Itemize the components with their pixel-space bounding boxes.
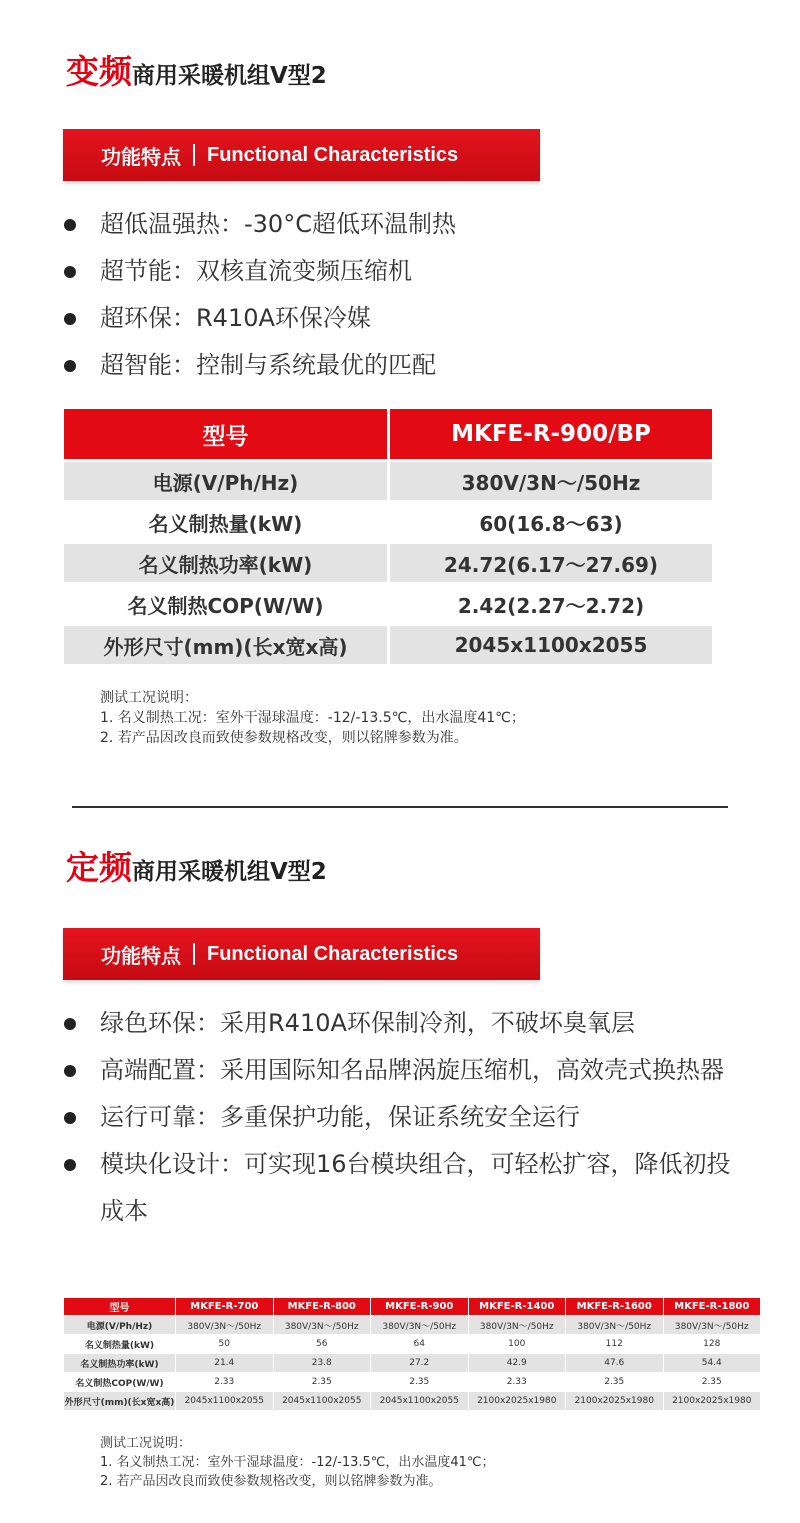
section2-banner-en: Functional Characteristics xyxy=(207,942,459,965)
table-header-cell: MKFE-R-900 xyxy=(371,1298,469,1316)
feature-item: 超环保：R410A环保冷媒 xyxy=(64,295,754,342)
note-line: 1. 名义制热工况：室外干湿球温度：-12/-13.5℃，出水温度41℃； xyxy=(100,1455,495,1470)
table-row xyxy=(64,1316,761,1335)
table-cell: 2.33 xyxy=(469,1373,567,1392)
section1-banner xyxy=(63,129,540,181)
table-cell: 外形尺寸(mm)(长x宽x高) xyxy=(64,626,390,667)
table-cell: 2045x1100x2055 xyxy=(176,1392,274,1411)
table-row xyxy=(64,1335,761,1354)
bullet-icon xyxy=(64,1159,76,1171)
section1-title-accent: 变频 xyxy=(66,52,132,91)
section1-banner-en: Functional Characteristics xyxy=(207,143,459,166)
table-header-cell: 型号 xyxy=(64,409,390,462)
bullet-icon xyxy=(64,1018,76,1030)
table-row xyxy=(64,585,712,626)
table-cell: 名义制热COP(W/W) xyxy=(64,585,390,626)
section2-title-rest: 商用采暖机组V型2 xyxy=(132,859,327,885)
feature-item: 绿色环保：采用R410A环保制冷剂，不破坏臭氧层 xyxy=(64,1000,754,1047)
table-cell: 42.9 xyxy=(469,1354,567,1373)
table-cell: 112 xyxy=(566,1335,664,1354)
feature-item: 模块化设计：可实现16台模块组合，可轻松扩容，降低初投成本 xyxy=(64,1141,754,1235)
feature-item: 超节能：双核直流变频压缩机 xyxy=(64,248,754,295)
section1-title xyxy=(66,46,327,93)
section2-title-accent: 定频 xyxy=(66,848,132,887)
table-cell: 2100x2025x1980 xyxy=(469,1392,567,1411)
section2-banner xyxy=(63,928,540,980)
table-row xyxy=(64,544,712,585)
table-cell: 23.8 xyxy=(274,1354,372,1373)
section-divider xyxy=(72,806,728,808)
feature-item: 高端配置：采用国际知名品牌涡旋压缩机，高效壳式换热器 xyxy=(64,1047,754,1094)
table-cell: 380V/3N～/50Hz xyxy=(664,1316,762,1335)
table-cell: 27.2 xyxy=(371,1354,469,1373)
table-cell: 名义制热功率(kW) xyxy=(64,544,390,585)
table-header-row xyxy=(64,409,712,462)
table-row xyxy=(64,626,712,667)
table-cell: 2.35 xyxy=(664,1373,762,1392)
table-row xyxy=(64,1354,761,1373)
feature-item: 超低温强热：-30°C超低环温制热 xyxy=(64,201,754,248)
section2-features xyxy=(64,1000,754,1235)
section2-title xyxy=(66,842,327,889)
table-cell: 380V/3N～/50Hz xyxy=(566,1316,664,1335)
table-header-cell: MKFE-R-1600 xyxy=(566,1298,664,1316)
table-cell: 100 xyxy=(469,1335,567,1354)
bullet-icon xyxy=(64,1112,76,1124)
table-cell: 名义制热量(kW) xyxy=(64,503,390,544)
table-cell: 名义制热量(kW) xyxy=(64,1335,176,1354)
table-cell: 380V/3N～/50Hz xyxy=(371,1316,469,1335)
feature-item: 运行可靠：多重保护功能，保证系统安全运行 xyxy=(64,1094,754,1141)
table-header-cell: MKFE-R-900/BP xyxy=(390,409,712,462)
table-cell: 64 xyxy=(371,1335,469,1354)
table-cell: 2.35 xyxy=(371,1373,469,1392)
note-line: 测试工况说明： xyxy=(100,1436,192,1451)
table-header-cell: MKFE-R-1400 xyxy=(469,1298,567,1316)
note-line: 2. 若产品因改良而致使参数规格改变，则以铭牌参数为准。 xyxy=(100,1474,442,1489)
note-line: 测试工况说明： xyxy=(100,690,198,706)
table-cell: 380V/3N～/50Hz xyxy=(176,1316,274,1335)
section1-features xyxy=(64,201,754,389)
section1-banner-cn: 功能特点 xyxy=(101,146,181,169)
table-row xyxy=(64,503,712,544)
table-cell: 2.33 xyxy=(176,1373,274,1392)
table-cell: 电源(V/Ph/Hz) xyxy=(64,462,390,503)
table-header-cell: MKFE-R-700 xyxy=(176,1298,274,1316)
table-cell: 外形尺寸(mm)(长x宽x高) xyxy=(64,1392,176,1411)
bullet-icon xyxy=(64,219,76,231)
table-cell: 电源(V/Ph/Hz) xyxy=(64,1316,176,1335)
table-cell: 2045x1100x2055 xyxy=(371,1392,469,1411)
table-cell: 2.35 xyxy=(274,1373,372,1392)
section1-notes xyxy=(100,688,525,748)
table-header-cell: MKFE-R-1800 xyxy=(664,1298,762,1316)
table-header-cell: 型号 xyxy=(64,1298,176,1316)
section1-title-rest: 商用采暖机组V型2 xyxy=(132,63,327,89)
banner-separator xyxy=(193,943,195,965)
bullet-icon xyxy=(64,266,76,278)
bullet-icon xyxy=(64,360,76,372)
feature-item: 超智能：控制与系统最优的匹配 xyxy=(64,342,754,389)
table-cell: 21.4 xyxy=(176,1354,274,1373)
banner-separator xyxy=(193,144,195,166)
bullet-icon xyxy=(64,1065,76,1077)
bullet-icon xyxy=(64,313,76,325)
table-cell: 2100x2025x1980 xyxy=(566,1392,664,1411)
table-cell: 24.72(6.17～27.69) xyxy=(390,544,712,585)
section2-banner-cn: 功能特点 xyxy=(101,945,181,968)
table-cell: 47.6 xyxy=(566,1354,664,1373)
section2-spec-table xyxy=(64,1298,761,1411)
table-cell: 60(16.8～63) xyxy=(390,503,712,544)
table-cell: 50 xyxy=(176,1335,274,1354)
table-cell: 名义制热COP(W/W) xyxy=(64,1373,176,1392)
table-cell: 380V/3N～/50Hz xyxy=(469,1316,567,1335)
table-header-row xyxy=(64,1298,761,1316)
table-cell: 56 xyxy=(274,1335,372,1354)
table-cell: 128 xyxy=(664,1335,762,1354)
table-cell: 380V/3N～/50Hz xyxy=(274,1316,372,1335)
table-cell: 2045x1100x2055 xyxy=(390,626,712,667)
table-cell: 2045x1100x2055 xyxy=(274,1392,372,1411)
table-cell: 2100x2025x1980 xyxy=(664,1392,762,1411)
section2-notes xyxy=(100,1434,495,1491)
section1-spec-table xyxy=(64,409,712,667)
table-cell: 2.35 xyxy=(566,1373,664,1392)
table-cell: 名义制热功率(kW) xyxy=(64,1354,176,1373)
table-cell: 2.42(2.27～2.72) xyxy=(390,585,712,626)
table-row xyxy=(64,1373,761,1392)
table-row xyxy=(64,1392,761,1411)
note-line: 2. 若产品因改良而致使参数规格改变，则以铭牌参数为准。 xyxy=(100,730,468,746)
table-header-cell: MKFE-R-800 xyxy=(274,1298,372,1316)
note-line: 1. 名义制热工况：室外干湿球温度：-12/-13.5℃，出水温度41℃； xyxy=(100,710,525,726)
table-row xyxy=(64,462,712,503)
table-cell: 54.4 xyxy=(664,1354,762,1373)
table-cell: 380V/3N～/50Hz xyxy=(390,462,712,503)
